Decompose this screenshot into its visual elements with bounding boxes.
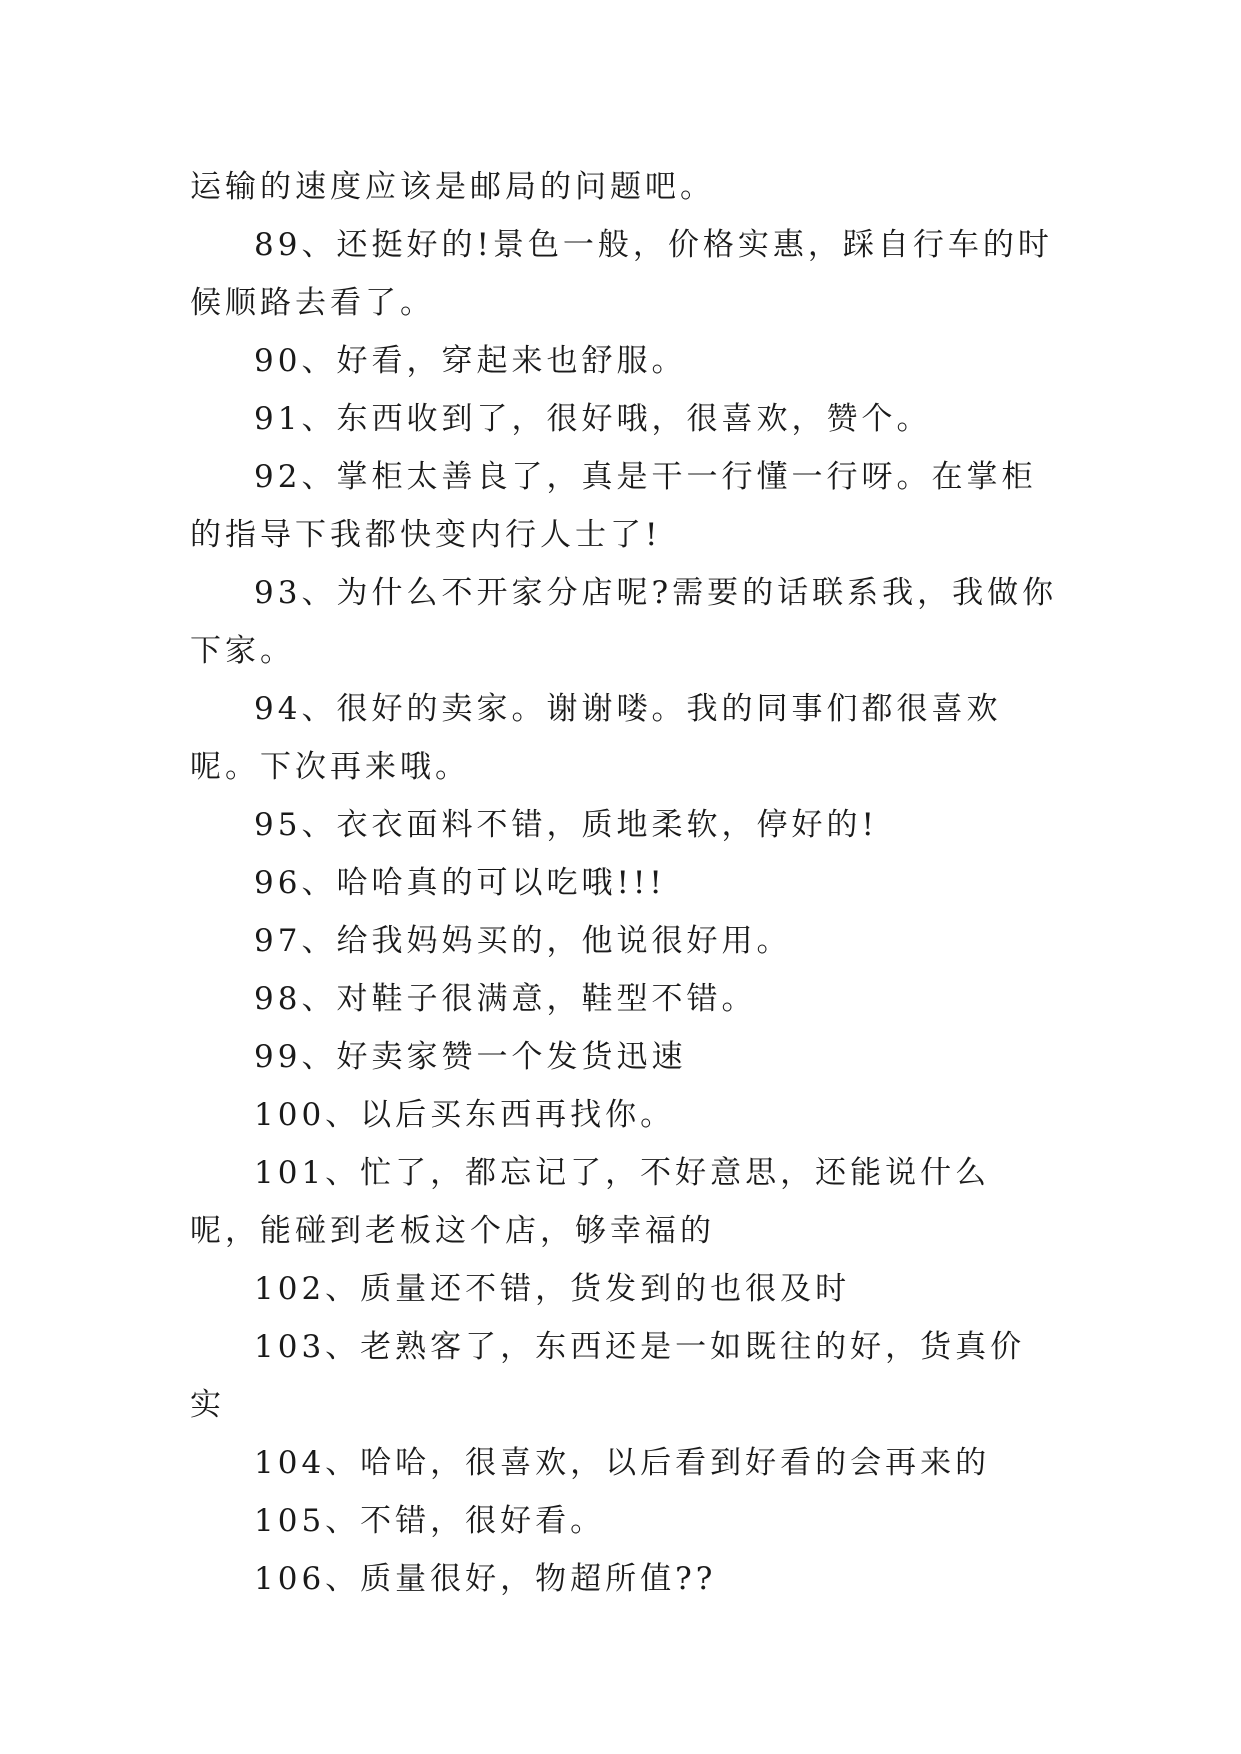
paragraph: 100、以后买东西再找你。 bbox=[254, 1097, 676, 1133]
paragraph: 运输的速度应该是邮局的问题吧。 bbox=[190, 169, 715, 205]
paragraph: 90、好看，穿起来也舒服。 bbox=[254, 343, 687, 379]
paragraph: 91、东西收到了，很好哦，很喜欢，赞个。 bbox=[254, 401, 932, 437]
paragraph: 89、还挺好的!景色一般，价格实惠，踩自行车的时候顺路去看了。 bbox=[190, 227, 1053, 321]
paragraph: 94、很好的卖家。谢谢喽。我的同事们都很喜欢呢。下次再来哦。 bbox=[190, 691, 1002, 785]
paragraph: 98、对鞋子很满意，鞋型不错。 bbox=[254, 981, 757, 1017]
paragraph: 95、衣衣面料不错，质地柔软，停好的! bbox=[254, 807, 878, 843]
paragraph: 97、给我妈妈买的，他说很好用。 bbox=[254, 923, 792, 959]
document-body bbox=[190, 158, 1060, 1608]
paragraph: 92、掌柜太善良了，真是干一行懂一行呀。在掌柜的指导下我都快变内行人士了! bbox=[190, 459, 1037, 553]
paragraph: 104、哈哈，很喜欢，以后看到好看的会再来的 bbox=[254, 1445, 991, 1481]
paragraph: 93、为什么不开家分店呢?需要的话联系我，我做你下家。 bbox=[190, 575, 1058, 669]
paragraph: 103、老熟客了，东西还是一如既往的好，货真价实 bbox=[190, 1329, 1026, 1423]
paragraph: 99、好卖家赞一个发货迅速 bbox=[254, 1039, 687, 1075]
paragraph: 105、不错，很好看。 bbox=[254, 1503, 606, 1539]
paragraph: 106、质量很好，物超所值?? bbox=[254, 1561, 717, 1597]
paragraph: 102、质量还不错，货发到的也很及时 bbox=[254, 1271, 851, 1307]
paragraph: 96、哈哈真的可以吃哦!!! bbox=[254, 865, 666, 901]
paragraph: 101、忙了，都忘记了，不好意思，还能说什么呢，能碰到老板这个店，够幸福的 bbox=[190, 1155, 991, 1249]
